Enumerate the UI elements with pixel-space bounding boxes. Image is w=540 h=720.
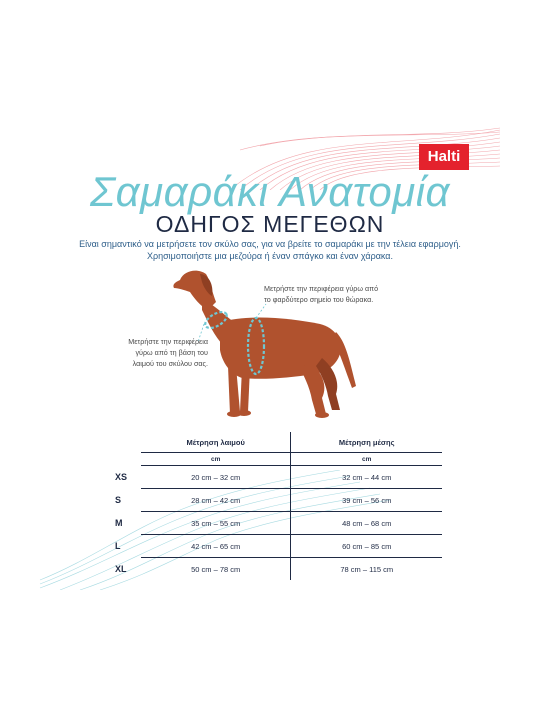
table-row <box>115 558 442 581</box>
neck-header: Μέτρηση λαιμού <box>141 432 291 453</box>
halti-logo: Halti <box>419 144 469 170</box>
table-row <box>115 535 442 558</box>
table-row <box>115 512 442 535</box>
table-row <box>115 489 442 512</box>
neck-measure-note <box>104 336 208 369</box>
size-label: M <box>115 518 123 528</box>
table-row <box>115 466 442 489</box>
girth-value: 39 cm – 56 cm <box>291 489 442 512</box>
size-table <box>115 432 442 580</box>
neck-value: 20 cm – 32 cm <box>141 466 291 489</box>
size-header-empty <box>115 432 141 453</box>
page-title: Σαμαράκι Ανατομία <box>89 168 451 215</box>
neck-unit: cm <box>141 453 291 466</box>
size-label: XS <box>115 472 128 482</box>
girth-value: 32 cm – 44 cm <box>291 466 442 489</box>
chest-note-line-2: το φαρδύτερο σημείο του θώρακα. <box>264 295 374 304</box>
neck-value: 50 cm – 78 cm <box>191 564 241 574</box>
girth-value: 48 cm – 68 cm <box>291 512 442 535</box>
page-subtitle: ΟΔΗΓΟΣ ΜΕΓΕΘΩΝ <box>155 211 385 237</box>
girth-unit: cm <box>291 453 442 466</box>
neck-note-line-3: λαιμού του σκύλου σας. <box>132 359 208 368</box>
intro-line-1: Είναι σημαντικό να μετρήσετε τον σκύλο σας, για να βρείτε το σαμαράκι με την τέλεια εφαρμογή. <box>79 239 461 249</box>
neck-note-line-1: Μετρήστε την περιφέρεια <box>128 337 208 346</box>
girth-value: 60 cm – 85 cm <box>291 535 442 558</box>
size-label: S <box>115 495 122 505</box>
size-label: XL <box>115 563 127 574</box>
girth-value: 78 cm – 115 cm <box>291 558 442 581</box>
size-label: L <box>115 541 121 551</box>
neck-value: 42 cm – 65 cm <box>141 535 291 558</box>
neck-note-line-2: γύρω από τη βάση του <box>135 348 208 357</box>
girth-header: Μέτρηση μέσης <box>291 432 442 453</box>
chest-measure-note <box>264 283 414 305</box>
intro-line-2: Χρησιμοποιήστε μια μεζούρα ή έναν σπάγκο και έναν χάρακα. <box>146 251 394 261</box>
chest-note-line-1: Μετρήστε την περιφέρεια γύρω από <box>264 284 379 293</box>
neck-value: 35 cm – 55 cm <box>141 512 291 535</box>
neck-value: 28 cm – 42 cm <box>141 489 291 512</box>
